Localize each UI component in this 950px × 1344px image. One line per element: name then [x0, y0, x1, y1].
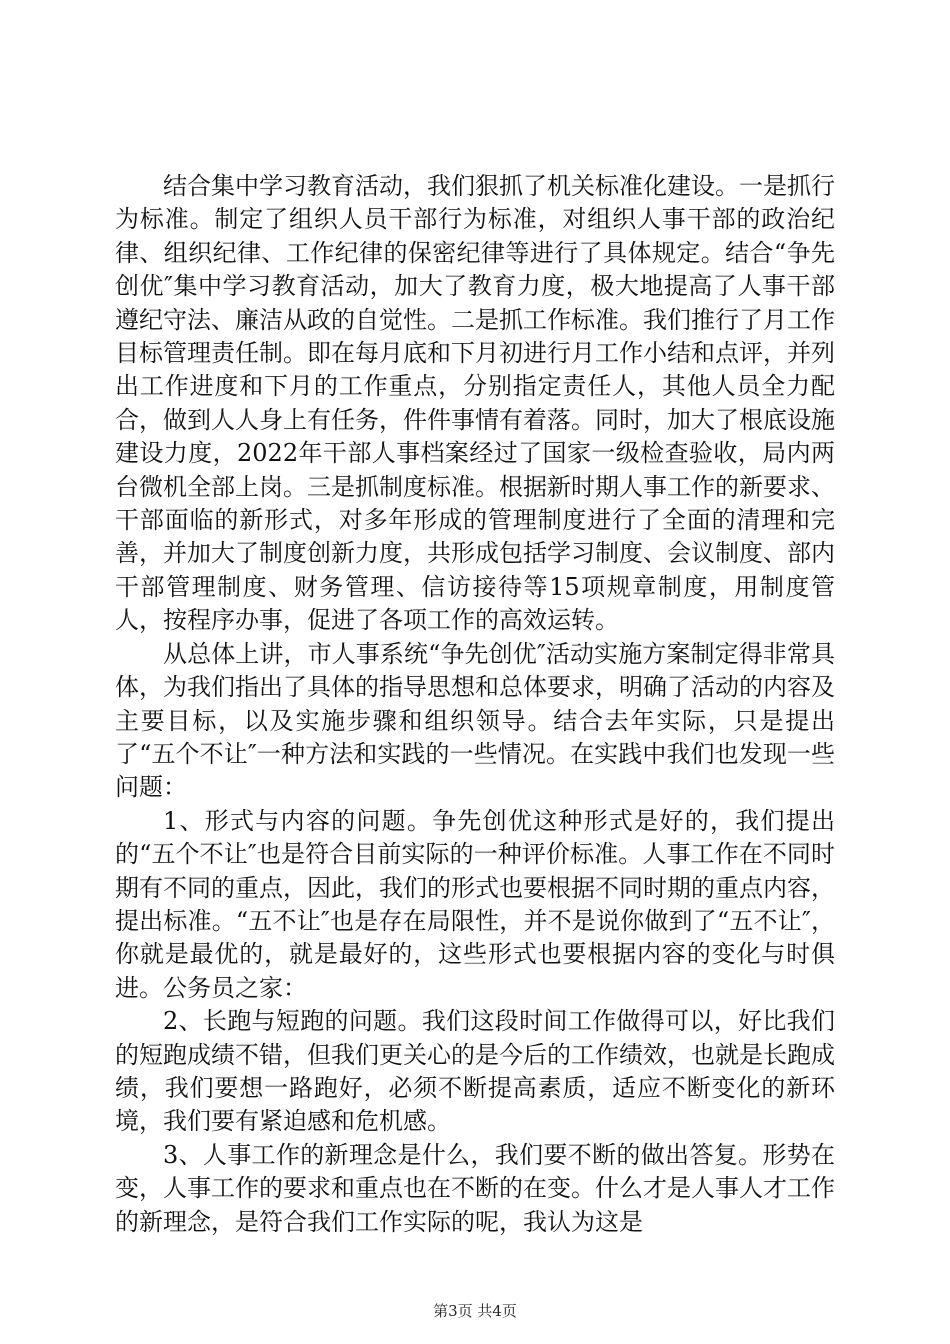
paragraph-issue-2: 2、长跑与短跑的问题。我们这段时间工作做得可以，好比我们的短跑成绩不错，但我们更关心的是今后的工作绩效，也就是长跑成绩，我们要想一路跑好，必须不断提高素质，适应不断变化的新环境，我们要有紧迫感和危机感。	[115, 1007, 835, 1136]
paragraph-issue-1: 1、形式与内容的问题。争先创优这种形式是好的，我们提出的“五个不让″也是符合目前实际的一种评价标准。人事工作在不同时期有不同的重点，因此，我们的形式也要根据不同时期的重点内容，提出标准。“五不让″也是存在局限性，并不是说你做到了“五不让″，你就是最优的，就是最好的，这些形式也要根据内容的变化与时俱进。公务员之家：	[115, 806, 835, 1002]
paragraph-standardization: 结合集中学习教育活动，我们狠抓了机关标准化建设。一是抓行为标准。制定了组织人员干部行为标准，对组织人事干部的政治纪律、组织纪律、工作纪律的保密纪律等进行了具体规定。结合“争先创优″集中学习教育活动，加大了教育力度，极大地提高了人事干部遵纪守法、廉洁从政的自觉性。二是抓工作标准。我们推行了月工作目标管理责任制。即在每月底和下月初进行月工作小结和点评，并列出工作进度和下月的工作重点，分别指定责任人，其他人员全力配合，做到人人身上有任务，件件事情有着落。同时，加大了根底设施建设力度，2022年干部人事档案经过了国家一级检查验收，局内两台微机全部上岗。三是抓制度标准。根据新时期人事工作的新要求、干部面临的新形式，对多年形成的管理制度进行了全面的清理和完善，并加大了制度创新力度，共形成包括学习制度、会议制度、部内干部管理制度、财务管理、信访接待等15项规章制度，用制度管人，按程序办事，促进了各项工作的高效运转。	[115, 172, 835, 635]
paragraph-issue-3: 3、人事工作的新理念是什么，我们要不断的做出答复。形势在变，人事工作的要求和重点也在不断的在变。什么才是人事人才工作的新理念，是符合我们工作实际的呢，我认为这是	[115, 1140, 835, 1236]
paragraph-overview: 从总体上讲，市人事系统“争先创优″活动实施方案制定得非常具体，为我们指出了具体的指导思想和总体要求，明确了活动的内容及主要目标，以及实施步骤和组织领导。结合去年实际，只是提出了“五个不让″一种方法和实践的一些情况。在实践中我们也发现一些问题：	[115, 639, 835, 802]
document-body	[115, 170, 835, 1239]
page-footer: 第3页 共4页	[433, 1302, 517, 1320]
